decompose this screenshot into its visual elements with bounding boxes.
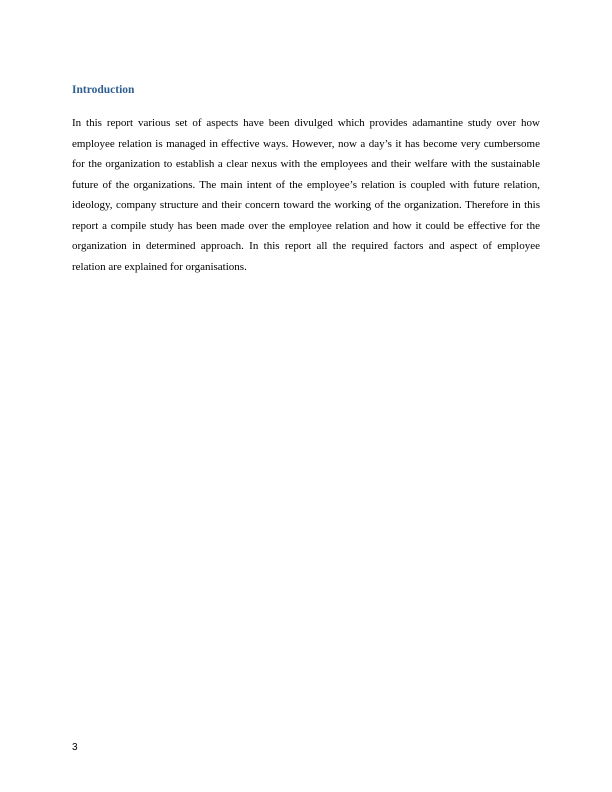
section-heading: Introduction: [72, 84, 135, 96]
page-number: 3: [72, 742, 78, 753]
introduction-paragraph: In this report various set of aspects have been divulged which provides adamantine study over how employee relation is managed in effective ways. However, now a day’s it has become very cumbersome for the organization to establish a clear nexus with the employees and their welfare with the sustainable future of the organizations. The main intent of the employee’s relation is coupled with future relation, ideology, company structure and their concern toward the working of the organization. Therefore in this report a compile study has been made over the employee relation and how it could be effective for the organization in determined approach. In this report all the required factors and aspect of employee relation are explained for organisations.: [72, 117, 540, 273]
